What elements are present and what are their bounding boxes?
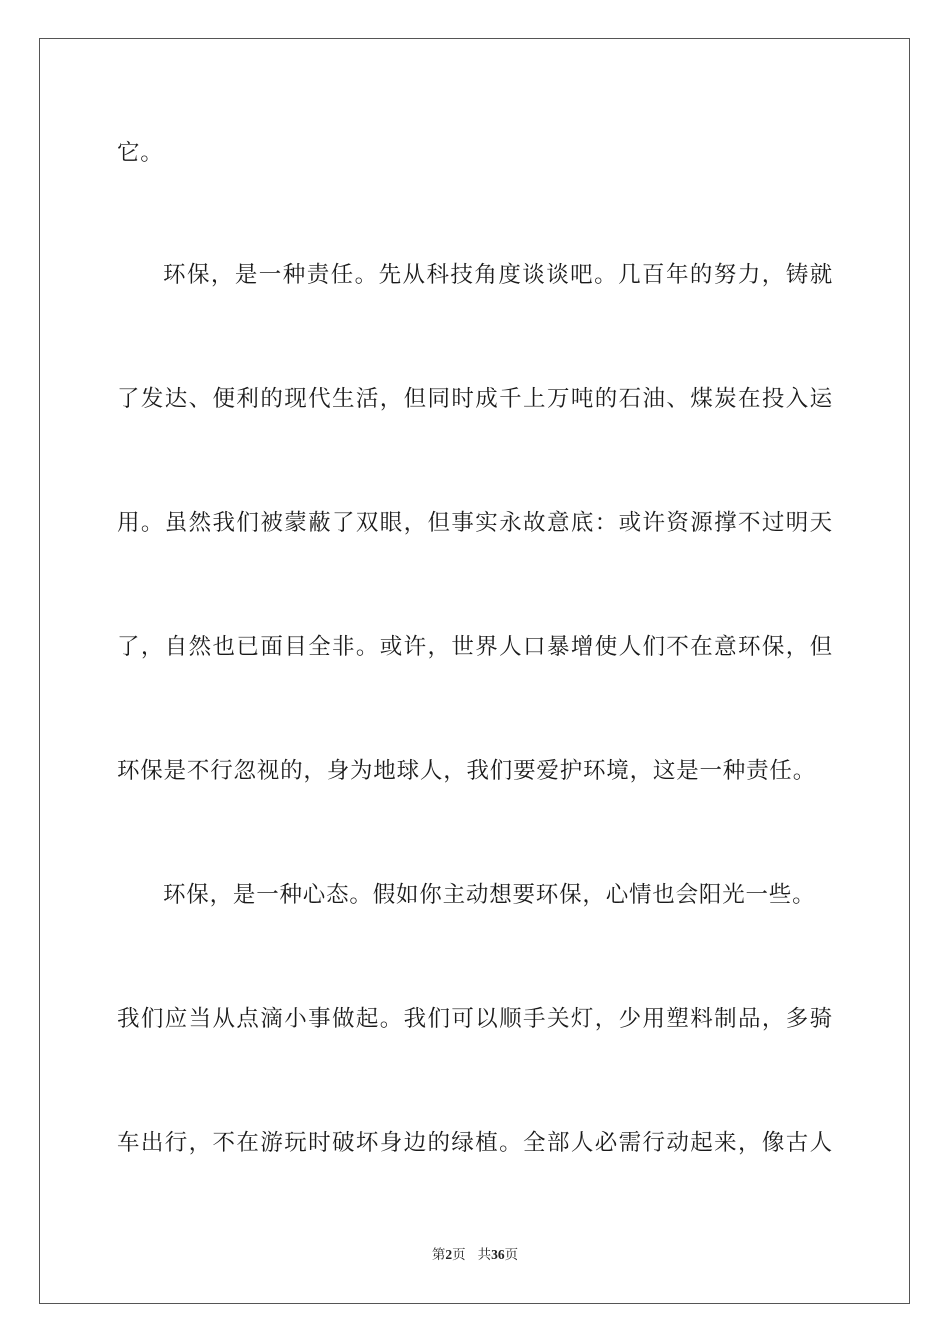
page-border [39, 38, 910, 1304]
text-line: 车出行，不在游玩时破坏身边的绿植。全部人必需行动起来，像古人 [117, 1130, 833, 1156]
page-prefix: 第 [431, 1247, 446, 1263]
total-suffix: 页 [504, 1247, 519, 1263]
page-number: 2 [445, 1247, 453, 1262]
text-line: 环保是不行忽视的，身为地球人，我们要爱护环境，这是一种责任。 [117, 758, 817, 784]
total-prefix: 共 [477, 1247, 492, 1263]
text-line-indented: 环保，是一种责任。先从科技角度谈谈吧。几百年的努力，铸就 [163, 262, 833, 288]
page-suffix: 页 [452, 1247, 466, 1263]
text-line: 了，自然也已面目全非。或许，世界人口暴增使人们不在意环保，但 [117, 634, 833, 660]
text-line: 它。 [117, 140, 164, 166]
page-footer [0, 1246, 950, 1264]
text-line: 用。虽然我们被蒙蔽了双眼，但事实永故意底：或许资源撑不过明天 [117, 510, 833, 536]
text-line: 了发达、便利的现代生活，但同时成千上万吨的石油、煤炭在投入运 [117, 386, 833, 412]
text-line: 我们应当从点滴小事做起。我们可以顺手关灯，少用塑料制品，多骑 [117, 1006, 833, 1032]
total-pages: 36 [491, 1247, 505, 1262]
text-line-indented: 环保，是一种心态。假如你主动想要环保，心情也会阳光一些。 [163, 882, 816, 908]
